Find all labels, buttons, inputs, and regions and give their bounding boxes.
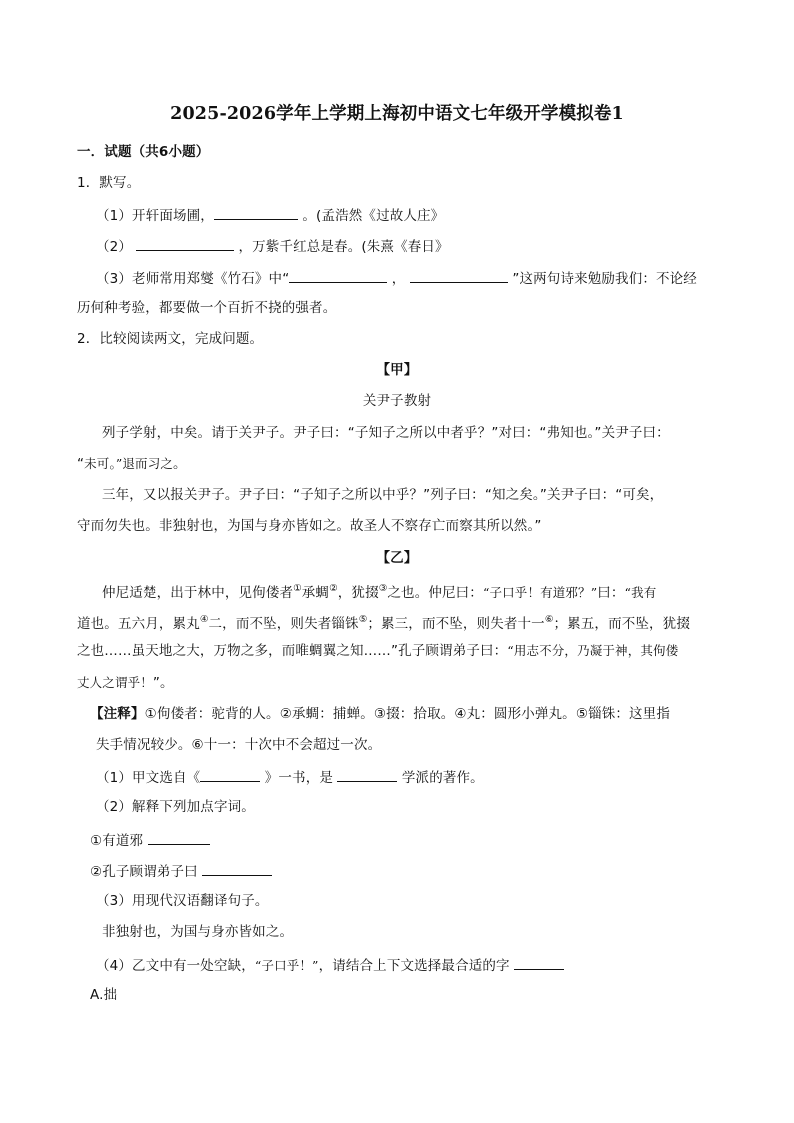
question-1-part-1 xyxy=(96,204,444,226)
yi-text: ”。 xyxy=(152,675,174,691)
jia-line-2-text: 未可。”退而习之 xyxy=(84,456,173,471)
passage-jia-title: 关尹子教射 xyxy=(362,393,432,409)
page-title: 2025-2026学年上学期上海初中语文七年级开学模拟卷1 xyxy=(170,104,624,124)
passage-jia-line-2 xyxy=(77,454,187,474)
question-1-part-3 xyxy=(96,267,697,289)
note-marker: ⑥ xyxy=(544,614,554,625)
sq4-text-a: （4）乙文中有一处空缺， xyxy=(96,958,255,974)
notes-line-1 xyxy=(90,704,670,724)
passage-yi-line-3 xyxy=(77,641,678,661)
passage-jia-line-3: 三年，又以报关尹子。尹子曰：“子知子之所以中乎？”列子曰：“知之矣。”关尹子曰：“可矣， xyxy=(102,487,664,503)
passage-yi-line-2 xyxy=(77,610,690,634)
q1-p3-text-c: ”这两句诗来勉励我们：不论经 xyxy=(512,271,697,287)
passage-yi-label: 【乙】 xyxy=(376,550,418,566)
answer-blank[interactable] xyxy=(410,267,508,283)
q1-p3-text-b: ， xyxy=(391,271,406,287)
answer-blank[interactable] xyxy=(214,204,298,220)
note-marker: ② xyxy=(329,583,338,594)
sq1-text-c: 学派的著作。 xyxy=(401,770,484,786)
note-marker: ⑤ xyxy=(358,614,368,625)
sq2-item-2-text: ②孔子顾谓弟子曰 xyxy=(90,864,198,880)
subquestion-3-sentence: 非独射也，为国与身亦皆如之。 xyxy=(102,924,294,940)
jia-period: 。 xyxy=(173,456,187,472)
answer-blank[interactable] xyxy=(202,860,272,876)
yi-text: 曰： xyxy=(597,585,625,601)
notes-label: 【注释】 xyxy=(90,706,145,722)
question-1-part-3-cont: 历何种考验，都要做一个百折不挠的强者。 xyxy=(77,300,337,316)
yi-text: 之也……虽天地之大，万物之多，而唯蜩翼之知……”孔子顾谓弟子曰： xyxy=(77,643,508,659)
yi-quote: 丈人之谓乎！ xyxy=(77,675,153,690)
notes-line-2: 失手情况较少。⑥十一：十次中不会超过一次。 xyxy=(96,737,382,753)
q1-p1-text-b: 。(孟浩然《过故人庄》 xyxy=(302,208,445,224)
yi-text: ；累五，而不坠，犹掇 xyxy=(553,616,690,632)
sq4-text-c: ，请结合上下文选择最合适的字 xyxy=(318,958,510,974)
note-marker: ③ xyxy=(378,583,388,594)
passage-jia-line-4: 守而勿失也。非独射也，为国与身亦皆如之。故圣人不察存亡而察其所以然。” xyxy=(77,518,542,534)
question-2-stem: 2．比较阅读两文，完成问题。 xyxy=(77,331,264,347)
sq1-text-b: 》一书，是 xyxy=(264,770,333,786)
subquestion-4 xyxy=(96,954,564,976)
q1-p2-text-a: （2） xyxy=(96,239,133,255)
passage-jia-label: 【甲】 xyxy=(376,362,418,378)
answer-blank[interactable] xyxy=(200,766,260,782)
subquestion-2: （2）解释下列加点字词。 xyxy=(96,799,255,815)
answer-blank[interactable] xyxy=(337,766,397,782)
subquestion-1 xyxy=(96,766,484,788)
yi-text: 之也。仲尼曰： xyxy=(387,585,483,601)
subquestion-2-item-1 xyxy=(90,829,210,851)
yi-text: ，犹掇 xyxy=(337,585,379,601)
note-marker: ④ xyxy=(199,614,209,625)
yi-text: 承蜩 xyxy=(301,585,330,601)
sq4-quote: “子口乎！” xyxy=(254,958,319,973)
passage-yi-line-1 xyxy=(102,579,656,603)
notes-text: ①佝偻者：驼背的人。②承蜩：捕蝉。③掇：拾取。④丸：圆形小弹丸。⑤锱铢：这里指 xyxy=(144,706,670,722)
sq2-item-1-text: ①有道邪 xyxy=(90,833,144,849)
option-a[interactable]: A.拙 xyxy=(90,987,118,1003)
question-1-stem: 1．默写。 xyxy=(77,175,141,191)
yi-text: ；累三，而不坠，则失者十一 xyxy=(367,616,545,632)
jia-quote-open: “ xyxy=(77,456,85,472)
answer-blank[interactable] xyxy=(514,954,564,970)
passage-jia-line-1: 列子学射，中矣。请于关尹子。尹子曰：“子知子之所以中者乎？”对曰：“弗知也。”关尹子曰： xyxy=(102,425,670,441)
yi-text: 二，而不坠，则失者锱铢 xyxy=(208,616,359,632)
subquestion-3: （3）用现代汉语翻译句子。 xyxy=(96,893,269,909)
yi-text: 仲尼适楚，出于林中，见佝偻者 xyxy=(102,585,294,601)
question-1-part-2 xyxy=(96,235,449,257)
subquestion-2-item-2 xyxy=(90,860,272,882)
passage-yi-line-4 xyxy=(77,673,174,693)
answer-blank[interactable] xyxy=(289,267,387,283)
yi-text: 道也。五六月，累丸 xyxy=(77,616,200,632)
q1-p3-text-a: （3）老师常用郑燮《竹石》中“ xyxy=(96,271,290,287)
sq1-text-a: （1）甲文选自《 xyxy=(96,770,201,786)
yi-quote: “子口乎！有道邪？” xyxy=(482,585,598,600)
note-marker: ① xyxy=(293,583,302,594)
answer-blank[interactable] xyxy=(148,829,210,845)
q1-p1-text-a: （1）开轩面场圃， xyxy=(96,208,214,224)
yi-quote: “我有 xyxy=(624,585,657,600)
section-heading: 一．试题（共6小题） xyxy=(77,144,210,160)
yi-quote: “用志不分，乃凝于神，其佝偻 xyxy=(507,643,679,658)
answer-blank[interactable] xyxy=(136,235,234,251)
q1-p2-text-b: ，万紫千红总是春。(朱熹《春日》 xyxy=(238,239,449,255)
